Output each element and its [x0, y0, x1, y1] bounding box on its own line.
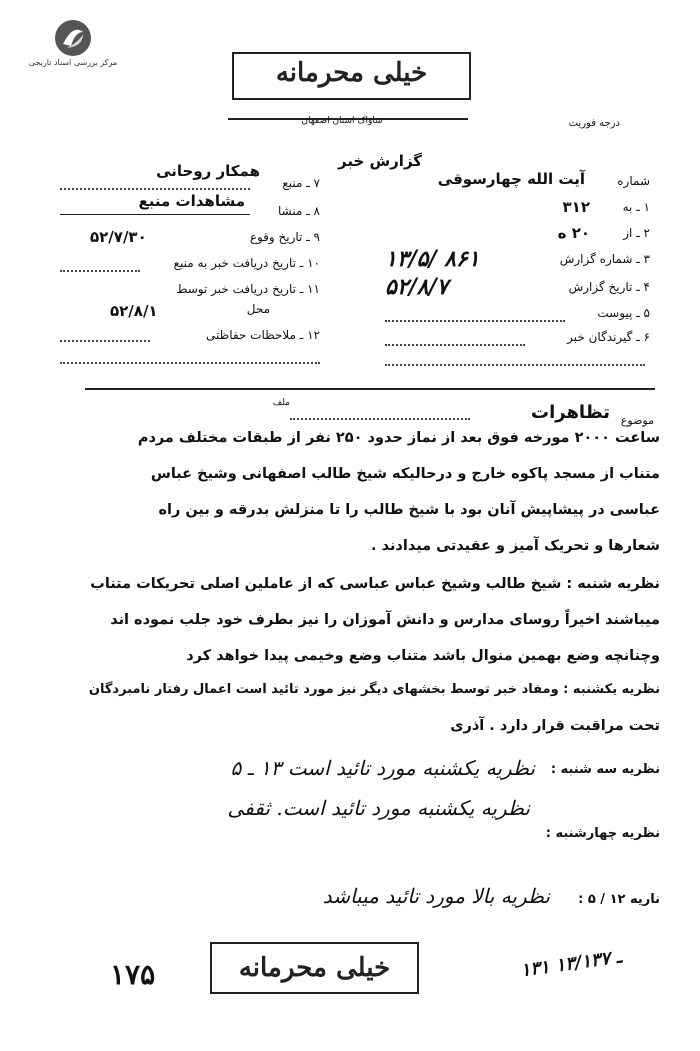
source-line: [60, 188, 250, 190]
source-value: همکار روحانی: [156, 162, 260, 180]
origin-value: مشاهدات منبع: [138, 192, 245, 210]
analysis-line-2: میباشند اخیراً روسای مدارس و دانش آموزان را نیز بطرف خود جلب نموده اند: [110, 612, 660, 628]
body-line-1: ساعت ۲۰۰۰ مورخه فوق بعد از نماز حدود ۲۵۰ نفر از طبقات مختلف مردم: [137, 430, 660, 446]
place-value: ۵۲/۸/۱: [110, 302, 158, 320]
opinion-tuesday-label: نظریه سه شنبه :: [550, 762, 660, 777]
opinion-wednesday-label: نظریه چهارشنبه :: [545, 826, 660, 841]
archive-logo-icon: [53, 18, 93, 58]
body-line-3: عباسی در پیشاپیش آنان بود با شیخ طالب را تا منزلش بدرقه و بین راه: [158, 502, 660, 518]
event-date-label: ۹ ـ تاریخ وقوع: [249, 230, 320, 244]
subject-line: [290, 418, 470, 420]
analysis-line-4: نظریه یکشنبه : ومفاد خبر توسط بخشهای دیگر نیز مورد تائید است اعمال رفتار نامبردگان: [88, 682, 660, 697]
origin-line: [60, 214, 250, 215]
security-notes-line-2: [60, 362, 320, 364]
place-label: محل: [246, 302, 270, 316]
classification-stamp-top: خیلی محرمانه: [232, 52, 471, 100]
from-label: ۲ ـ از: [623, 226, 650, 240]
report-date-label: ۴ ـ تاریخ گزارش: [568, 280, 650, 294]
received-by-source-line: [60, 270, 140, 272]
org-line: ساواک استان اصفهان: [301, 116, 383, 126]
analysis-line-5: تحت مراقبت قرار دارد . آذری: [450, 718, 660, 734]
subject-label: موضوع: [620, 414, 654, 427]
analysis-line-1: نظریه شنبه : شیخ طالب وشیخ عباس عباسی که از عاملین اصلی تحریکات متناب: [90, 576, 660, 592]
report-number-label: ۳ ـ شماره گزارش: [559, 252, 650, 266]
number-label: شماره: [617, 174, 650, 188]
origin-label: ۸ ـ منشا: [277, 204, 320, 218]
archive-number: ۱۳۱ ـ ۱۳/۱۳۷: [519, 946, 623, 982]
archive-logo-text: مرکز بررسی اسناد تاریخی: [28, 58, 118, 67]
page-number: ۱۷۵: [110, 958, 156, 991]
event-date-value: ۵۲/۷/۳۰: [90, 228, 147, 246]
subject-value: تظاهرات: [531, 402, 610, 423]
recipients-label: ۶ ـ گیرندگان خبر: [567, 330, 650, 344]
attachment-line: [385, 320, 565, 322]
section-divider: [85, 388, 655, 390]
to-label: ۱ ـ به: [622, 200, 650, 214]
attachment-label: ۵ ـ پیوست: [597, 306, 650, 320]
opinion-tuesday-value: نظریه یکشنبه مورد تائید است ۱۳ ـ ۵: [230, 756, 535, 780]
opinion-date-value: نظریه بالا مورد تائید میباشد: [322, 884, 550, 908]
priority-label: درجه فوریت: [568, 118, 620, 129]
from-value: ۲۰ ه: [557, 224, 590, 242]
source-label: ۷ ـ منبع: [282, 176, 320, 190]
archive-logo: [18, 18, 128, 70]
to-value: ۳۱۲: [562, 198, 590, 216]
recipients-line: [385, 344, 525, 346]
received-by-source-label: ۱۰ ـ تاریخ دریافت خبر به منبع: [173, 256, 320, 270]
opinion-date-label: ناریه ۱۲ / ۵ :: [578, 892, 660, 907]
classification-stamp-bottom: خیلی محرمانه: [210, 942, 419, 994]
subject-side-label: ملف: [272, 398, 290, 408]
report-date-value: ۵۲/۸/۷: [385, 274, 449, 300]
number-value: آیت الله چهارسوقی: [437, 170, 585, 188]
analysis-line-3: وچنانچه وضع بهمین منوال باشد متناب وضع وخیمی پیدا خواهد کرد: [186, 648, 660, 664]
received-by-label: ۱۱ ـ تاریخ دریافت خبر توسط: [176, 282, 320, 296]
recipients-line-2: [385, 364, 645, 366]
opinion-tuesday-value-2: نظریه یکشنبه مورد تائید است. ثقفی: [227, 796, 530, 820]
security-notes-line: [60, 340, 150, 342]
security-notes-label: ۱۲ ـ ملاحظات حفاظتی: [206, 328, 320, 342]
body-line-2: متناب از مسجد پاکوه خارج و درحالیکه شیخ طالب اصفهانی وشیخ عباس: [150, 466, 660, 482]
report-number-value: ۱۳/۵/ ۸۶۱: [385, 246, 480, 272]
body-line-4: شعارها و تحریک آمیز و عقیدتی میدادند .: [371, 538, 660, 554]
report-title: گزارش خبر: [337, 152, 423, 170]
